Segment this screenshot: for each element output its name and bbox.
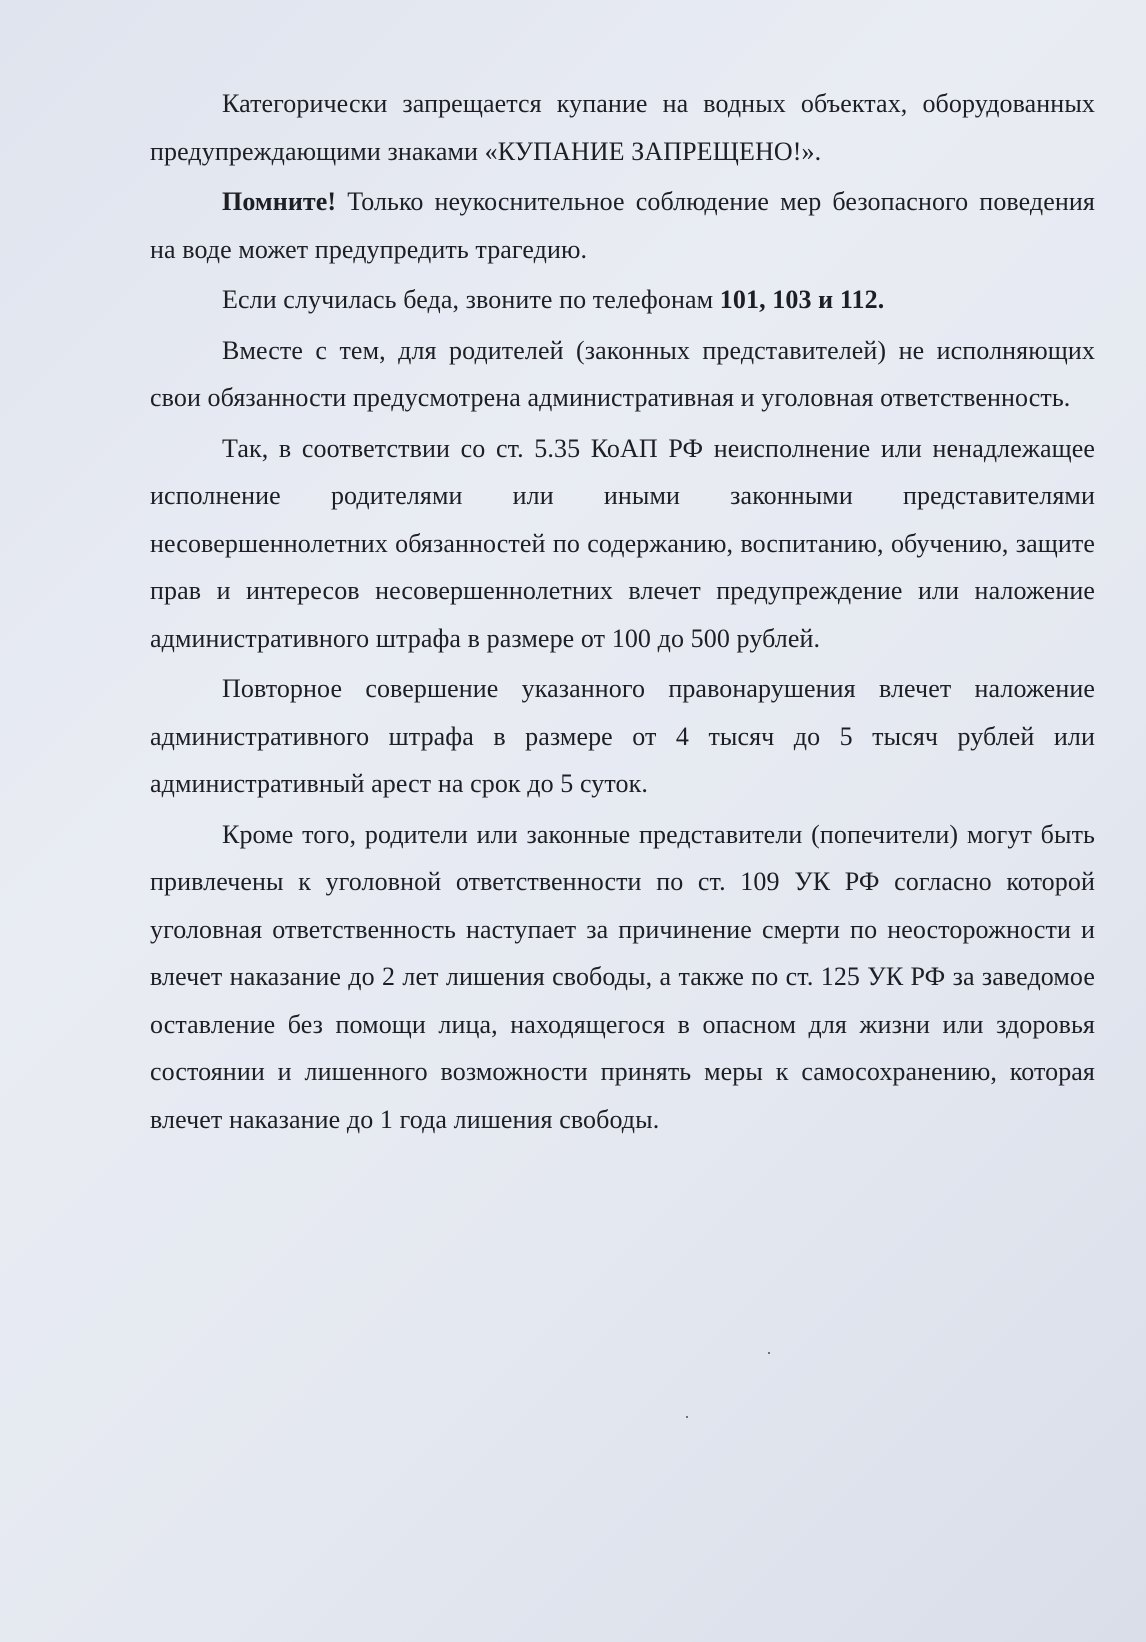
document-page xyxy=(150,80,1095,1146)
paragraph-bold-lead: Помните! xyxy=(222,187,337,216)
paragraph-text: Повторное совершение указанного правонарушения влечет наложение административного штрафа в размере от 4 тысяч до 5 тысяч рублей или административный арест на срок до 5 суток. xyxy=(150,674,1095,798)
paragraph-repeat-offense xyxy=(150,665,1095,808)
paragraph-koap-5-35 xyxy=(150,425,1095,663)
paragraph-emergency-phones xyxy=(150,276,1095,324)
paragraph-remember xyxy=(150,178,1095,273)
paragraph-text: Кроме того, родители или законные представители (попечители) могут быть привлечены к уголовной ответственности по ст. 109 УК РФ согласно которой уголовная ответственность наступает за причинение смерти по неосторожности и влечет наказание до 2 лет лишения свободы, а также по ст. 125 УК РФ за заведомое оставление без помощи лица, находящегося в опасном для жизни или здоровья состоянии и лишенного возможности принять меры к самосохранению, которая влечет наказание до 1 года лишения свободы. xyxy=(150,819,1095,1134)
paragraph-bathing-ban xyxy=(150,80,1095,175)
paper-speck xyxy=(686,1416,688,1418)
paragraph-text: Вместе с тем, для родителей (законных представителей) не исполняющих свои обязанности предусмотрена административная и уголовная ответственность. xyxy=(150,335,1095,412)
emergency-phone-numbers: 101, 103 и 112. xyxy=(719,285,885,314)
paragraph-criminal-liability xyxy=(150,811,1095,1144)
paragraph-text: Если случилась беда, звоните по телефонам xyxy=(222,285,720,314)
paragraph-text: Категорически запрещается купание на водных объектах, оборудованных предупреждающими знаками «КУПАНИЕ ЗАПРЕЩЕНО!». xyxy=(150,89,1095,166)
paragraph-parent-responsibility xyxy=(150,327,1095,422)
paper-speck xyxy=(768,1352,770,1354)
paragraph-text: Так, в соответствии со ст. 5.35 КоАП РФ неисполнение или ненадлежащее исполнение родителями или иными законными представителями несовершеннолетних обязанностей по содержанию, воспитанию, обучению, защите прав и интересов несовершеннолетних влечет предупреждение или наложение административного штрафа в размере от 100 до 500 рублей. xyxy=(150,433,1095,653)
paragraph-text: Только неукоснительное соблюдение мер безопасного поведения на воде может предупредить трагедию. xyxy=(150,187,1095,264)
